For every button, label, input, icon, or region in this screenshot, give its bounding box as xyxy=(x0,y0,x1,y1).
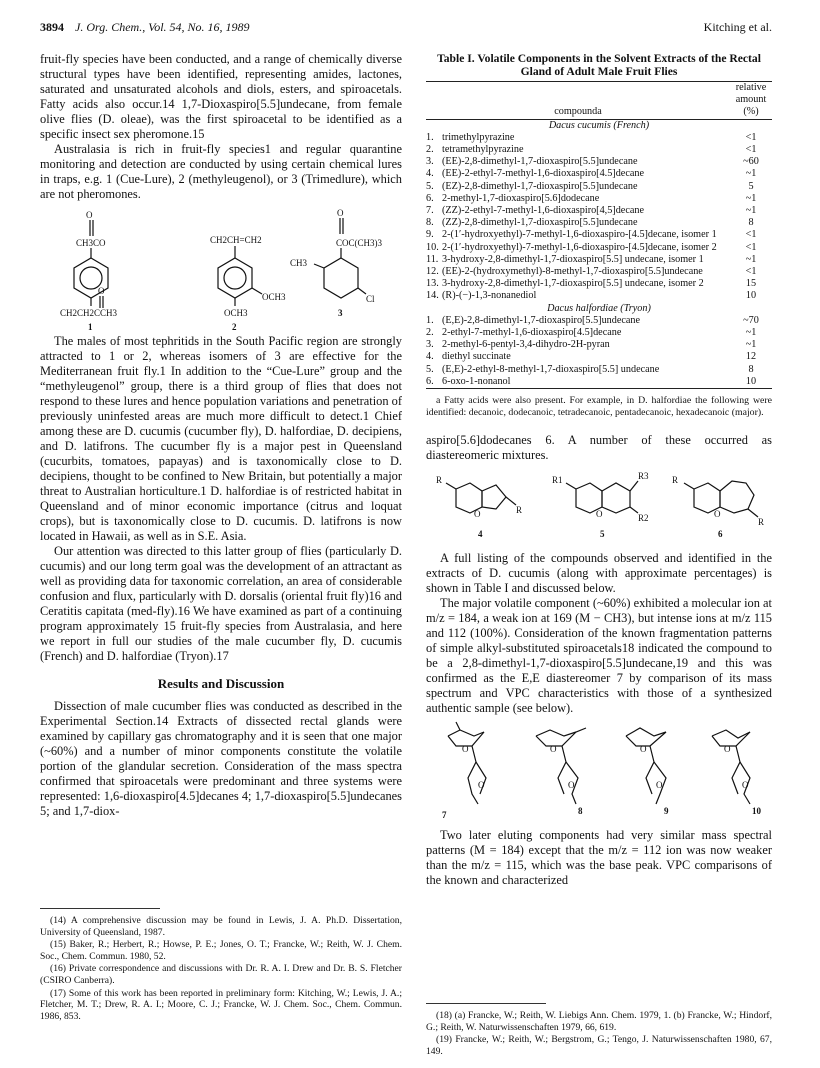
s3-cl-label: Cl xyxy=(366,294,375,304)
lure-structures xyxy=(40,208,402,332)
amount-cell: 8 xyxy=(748,217,754,229)
compound-cell xyxy=(426,181,730,193)
col-amount xyxy=(730,82,772,120)
compound-name: (EE)-2-(hydroxymethyl)-8-methyl-1,7-dioxaspiro[5.5]undecane xyxy=(442,266,703,278)
table-row xyxy=(426,351,772,363)
compound-name: 3-hydroxy-2,8-dimethyl-1,7-dioxaspiro[5.5] undecane, isomer 1 xyxy=(442,253,704,265)
compound-name: 2-(1′-hydroxyethyl)-7-methyl-1,6-dioxaspiro-[4.5]decane, isomer 2 xyxy=(442,241,717,253)
r3-label: R3 xyxy=(638,471,649,482)
amount-cell: ~70 xyxy=(743,314,759,326)
r1-label: R1 xyxy=(552,475,563,486)
compound-cell xyxy=(426,132,730,144)
amount-cell: ~60 xyxy=(743,156,759,168)
table-row xyxy=(426,144,772,156)
page-header xyxy=(40,20,772,36)
row-number: 1. xyxy=(426,314,434,326)
compound-cell xyxy=(426,156,730,168)
compound-cell xyxy=(426,242,730,254)
compound-name: 2-(1′-hydroxyethyl)-7-methyl-1,6-dioxaspiro-[4.5]decane, isomer 1 xyxy=(442,229,717,241)
row-number: 14. xyxy=(426,290,439,302)
footnote-rule xyxy=(426,1003,546,1004)
row-number: 4. xyxy=(426,168,434,180)
amount-cell: <1 xyxy=(745,131,757,143)
s6-number: 6 xyxy=(718,529,723,540)
left-footnotes xyxy=(40,908,402,1023)
compound-name: (EZ)-2,8-dimethyl-1,7-dioxaspiro[5.5]undecane xyxy=(442,180,638,192)
r-label: R xyxy=(758,517,765,528)
right-footnotes xyxy=(426,1003,772,1058)
compound-cell xyxy=(426,327,730,339)
row-number: 5. xyxy=(426,180,434,192)
footnote: (18) (a) Francke, W.; Reith, W. Liebigs Ann. Chem. 1979, 1. (b) Francke, W.; Hindorf, G.; Reith, W. Naturwissenschaften 1979, 66, 619. xyxy=(426,1010,772,1033)
paragraph: The major volatile component (~60%) exhibited a molecular ion at m/z = 184, a weak ion at 169 (M − CH3), but intense ions at m/z 115 and 112 (100%). Consideration of the known fragmentation patterns of simple alkyl-substituted spiroacetals18 indicated the compound to be a 2,8-dimethyl-1,7-dioxaspiro[5.5]undecane,19 and this was confirmed as the E,E diastereomer 7 by comparison of its mass spectrum and VPC characteristics with those of a synthesized authentic sample (see below). xyxy=(426,596,772,716)
s4-number: 4 xyxy=(478,529,483,540)
table-row xyxy=(426,205,772,217)
amount-cell: ~1 xyxy=(745,253,757,265)
o-label: O xyxy=(596,509,603,520)
s3-top-label: COC(CH3)3 xyxy=(336,238,383,248)
compound-name: 2-methyl-6-pentyl-3,4-dihydro-2H-pyran xyxy=(442,339,610,351)
table-row xyxy=(426,132,772,144)
footnote: (17) Some of this work has been reported in preliminary form: Kitching, W.; Lewis, J. A.; Fletcher, M. T.; Drew, R. A. I.; Moore, C. J.; Francke, W. J. Chem. Soc., Chem. Commun. 1986, 853. xyxy=(40,987,402,1022)
compound-cell xyxy=(426,144,730,156)
table-title: Table I. Volatile Components in the Solvent Extracts of the Rectal Gland of Adult Male Fruit Flies xyxy=(437,52,761,78)
table-row xyxy=(426,217,772,229)
table-row xyxy=(426,376,772,389)
compound-cell xyxy=(426,376,730,389)
r2-label: R2 xyxy=(638,513,649,524)
volatile-components-table xyxy=(426,81,772,389)
table-row xyxy=(426,242,772,254)
amount-cell: ~1 xyxy=(745,327,757,339)
row-number: 11. xyxy=(426,253,439,265)
paragraph: Australasia is rich in fruit-fly species1 and regular quarantine monitoring and detection are conducted by using certain chemical lures in traps, e.g. 1 (Cue-Lure), 2 (methyleugenol), or 3 (Trimedlure), which are not pheromones. xyxy=(40,142,402,201)
table-row xyxy=(426,339,772,351)
table-row xyxy=(426,229,772,241)
table-row xyxy=(426,315,772,327)
o-label: O xyxy=(656,780,663,791)
paragraph: aspiro[5.6]dodecanes 6. A number of these occurred as diastereomeric mixtures. xyxy=(426,433,772,463)
row-number: 2. xyxy=(426,144,434,156)
amount-cell: ~1 xyxy=(745,205,757,217)
o-label: O xyxy=(724,744,731,755)
amount-cell: 10 xyxy=(730,376,772,389)
amount-cell: <1 xyxy=(745,229,757,241)
compound-cell xyxy=(426,315,730,327)
s8-number: 8 xyxy=(578,806,583,817)
row-number: 4. xyxy=(426,351,434,363)
compound-name: 2-methyl-1,7-dioxaspiro[5.6]dodecane xyxy=(442,192,600,204)
page-number: 3894 xyxy=(40,20,64,34)
o-label: O xyxy=(568,780,575,791)
table-row xyxy=(426,266,772,278)
diastereomer-structures xyxy=(426,722,772,820)
row-number: 10. xyxy=(426,241,439,253)
s3-number: 3 xyxy=(338,308,343,318)
s10-number: 10 xyxy=(752,806,761,817)
compound-cell xyxy=(426,339,730,351)
o-label: O xyxy=(714,509,721,520)
compound-name: 2-ethyl-7-methyl-1,6-dioxaspiro[4.5]decane xyxy=(442,327,622,339)
s1-o2-label: O xyxy=(98,286,105,296)
amount-cell: ~1 xyxy=(745,192,757,204)
compound-cell xyxy=(426,290,730,302)
footnote: (15) Baker, R.; Herbert, R.; Howse, P. E.; Jones, O. T.; Francke, W.; Reith, W. J. Chem. Soc., Chem. Commun. 1980, 52. xyxy=(40,939,402,962)
o-label: O xyxy=(478,780,485,791)
s2-och3-b: OCH3 xyxy=(224,308,248,318)
paragraph: Two later eluting components had very similar mass spectral patterns (M = 184) except that the m/z = 112 ion was now weaker than the m/z = 115, which was the base peak. VPC comparisons of the known and characterized xyxy=(426,828,772,888)
row-number: 13. xyxy=(426,278,439,290)
s7-number: 7 xyxy=(442,810,447,821)
footnote-rule xyxy=(40,908,160,909)
compound-name: 6-oxo-1-nonanol xyxy=(442,375,511,387)
s1-top-label: CH3CO xyxy=(76,238,106,248)
table-header-row xyxy=(426,82,772,120)
table-row xyxy=(426,193,772,205)
amount-cell: 8 xyxy=(748,363,754,375)
o-label: O xyxy=(640,744,647,755)
table-row xyxy=(426,156,772,168)
col-amount-line: (%) xyxy=(743,106,759,118)
r-label: R xyxy=(436,475,443,486)
group-heading: Dacus cucumis (French) xyxy=(548,119,650,131)
footnote: (16) Private correspondence and discussions with Dr. R. A. I. Drew and Dr. B. S. Fletcher (CSIRO Canberra). xyxy=(40,963,402,986)
compound-name: diethyl succinate xyxy=(442,351,511,363)
row-number: 9. xyxy=(426,229,434,241)
compound-cell xyxy=(426,364,730,376)
paragraph: fruit-fly species have been conducted, and a range of chemically diverse structural types have been identified, representing amides, lactones, saturated and unsaturated alcohols and diols, esters, and spiroacetals. Fatty acids also occur.14 1,7-Dioxaspiro[5.5]undecane, from female olive flies (D. oleae), was the first spiroacetal to be identified as a specific insect sex pheromone.15 xyxy=(40,52,402,141)
paragraph: Dissection of male cucumber flies was conducted as described in the Experimental Section.14 Extracts of dissected rectal glands were examined by capillary gas chromatography and it is seen that one major (~60%) and a number of minor components constitute the volatile portion of the glandular secretion. Consideration of the mass spectra confirmed that spiroacetals were predominant and three systems were represented: 1,6-dioxaspiro[4.5]decanes 4; 1,7-dioxaspiro[5.5]undecanes 5; and 1,7-diox- xyxy=(40,699,402,818)
s5-number: 5 xyxy=(600,529,605,540)
s2-number: 2 xyxy=(232,322,237,332)
compound-name: 3-hydroxy-2,8-dimethyl-1,7-dioxaspiro[5.5] undecane, isomer 2 xyxy=(442,278,704,290)
s3-ch3-label: CH3 xyxy=(290,258,308,268)
s1-number: 1 xyxy=(88,322,93,332)
compound-name: (EE)-2,8-dimethyl-1,7-dioxaspiro[5.5]undecane xyxy=(442,156,638,168)
row-number: 1. xyxy=(426,131,434,143)
row-number: 3. xyxy=(426,339,434,351)
col-amount-line: amount xyxy=(735,94,767,106)
amount-cell: 10 xyxy=(745,290,757,302)
header-left xyxy=(40,20,250,35)
col-compound: compounda xyxy=(426,82,730,120)
footnote: (14) A comprehensive discussion may be found in Lewis, J. A. Ph.D. Dissertation, University of Queensland, 1987. xyxy=(40,915,402,938)
table-footnote: a Fatty acids were also present. For example, in D. halfordiae the following were identified: decanoic, dodecanoic, tetradecanoic, pentadecanoic, hexadecanoic (major). xyxy=(426,395,772,419)
row-number: 2. xyxy=(426,327,434,339)
header-authors: Kitching et al. xyxy=(703,20,772,34)
amount-cell: <1 xyxy=(745,266,757,278)
s9-number: 9 xyxy=(664,806,669,817)
amount-cell: <1 xyxy=(745,144,757,156)
row-number: 5. xyxy=(426,363,434,375)
row-number: 12. xyxy=(426,266,439,278)
row-number: 6. xyxy=(426,375,434,387)
table-row xyxy=(426,290,772,302)
row-number: 8. xyxy=(426,217,434,229)
compound-name: trimethylpyrazine xyxy=(442,131,515,143)
o-label: O xyxy=(742,780,749,791)
compound-name: tetramethylpyrazine xyxy=(442,144,524,156)
compound-name: (ZZ)-2,8-dimethyl-1,7-dioxaspiro[5.5]undecane xyxy=(442,217,638,229)
row-number: 6. xyxy=(426,192,434,204)
col-amount-line: relative xyxy=(735,82,767,93)
right-column xyxy=(426,52,772,888)
left-column xyxy=(40,52,402,819)
compound-cell xyxy=(426,205,730,217)
table-row xyxy=(426,278,772,290)
compound-name: (E,E)-2,8-dimethyl-1,7-dioxaspiro[5.5]undecane xyxy=(442,314,641,326)
o-label: O xyxy=(462,744,469,755)
paragraph: A full listing of the compounds observed and identified in the extracts of D. cucumis (along with approximate percentages) is shown in Table I and discussed below. xyxy=(426,551,772,596)
compound-cell xyxy=(426,266,730,278)
s2-top-label: CH2CH=CH2 xyxy=(210,235,262,245)
section-title: Results and Discussion xyxy=(157,676,285,691)
compound-cell xyxy=(426,278,730,290)
compound-name: (E,E)-2-ethyl-8-methyl-1,7-dioxaspiro[5.5] undecane xyxy=(442,363,660,375)
amount-cell: 5 xyxy=(748,180,754,192)
compound-cell xyxy=(426,217,730,229)
spiroacetal-structures xyxy=(426,469,772,545)
paragraph: Our attention was directed to this latter group of flies (particularly D. cucumis) and our long term goal was the development of an attractant as well as providing data for taxonomic correlation, an area of considerable confusion and flux, particularly with D. dorsalis (oriental fruit fly)16 and Ceratitis capitata (med-fly).16 We have examined as part of a continuing program approximately 15 fruit-fly species from Australasia, and here we report in full our studies of the male cucumber fly, D. cucumis (French) and D. halfordiae (Tryon).17 xyxy=(40,544,402,663)
r-label: R xyxy=(516,505,523,516)
table-row xyxy=(426,327,772,339)
footnote: (19) Francke, W.; Reith, W.; Bergstrom, G.; Tengo, J. Naturwissenschaften 1980, 67, 149. xyxy=(426,1034,772,1057)
structures-4-5-6 xyxy=(426,469,772,545)
compound-cell xyxy=(426,193,730,205)
journal-citation: J. Org. Chem., Vol. 54, No. 16, 1989 xyxy=(75,20,250,34)
o-label: O xyxy=(550,744,557,755)
group-heading: Dacus halfordiae (Tryon) xyxy=(547,302,651,314)
compound-name: (R)-(−)-1,3-nonanediol xyxy=(442,290,537,302)
row-number: 7. xyxy=(426,205,434,217)
amount-cell: 12 xyxy=(745,351,757,363)
compound-cell xyxy=(426,351,730,363)
o-label: O xyxy=(474,509,481,520)
structures-7-8-9-10 xyxy=(426,722,772,820)
table-row xyxy=(426,254,772,266)
compound-name: (ZZ)-2-ethyl-7-methyl-1,6-dioxaspiro[4,5]decane xyxy=(442,205,644,217)
table-row xyxy=(426,168,772,180)
r-label: R xyxy=(672,475,679,486)
amount-cell: 15 xyxy=(745,278,757,290)
amount-cell: <1 xyxy=(745,241,757,253)
table-row xyxy=(426,181,772,193)
compound-cell xyxy=(426,229,730,241)
compound-cell xyxy=(426,168,730,180)
amount-cell: ~1 xyxy=(745,168,757,180)
compound-cell xyxy=(426,254,730,266)
s1-bottom-label: CH2CH2CCH3 xyxy=(60,308,118,318)
s1-o-label: O xyxy=(86,210,93,220)
compound-name: (EE)-2-ethyl-7-methyl-1,6-dioxaspiro[4.5]decane xyxy=(442,168,644,180)
structures-1-2-3 xyxy=(40,208,402,332)
s2-och3-a: OCH3 xyxy=(262,292,286,302)
row-number: 3. xyxy=(426,156,434,168)
amount-cell: ~1 xyxy=(745,339,757,351)
s3-o-label: O xyxy=(337,208,344,218)
paragraph: The males of most tephritids in the South Pacific region are strongly attracted to 1 or 2, whereas isomers of 3 are effective for the Mediterranean fruit fly.1 In addition to the “Cue-Lure” group and the “methyleugenol” group, there is a third group of flies that does not respond to these lures and hence population variations and penetration of previously uninfested areas are much more difficult to detect.1 Chief among these are D. cucumis (cucumber fly), D. halfordiae, D. decipiens, and D. latifrons. The cucumber fly is a major pest in Queensland (cucurbits, tomatoes, papayas) and is taxonomically close to D. decipiens, thought to be confined to New Britain, but potentially a major threat to Australian horticulture.1 D. halfordiae is of restricted habitat in Queensland and of minor economic importance (citrus and loquat crops), but is taxonomically close to D. cucumis. D. latifrons is now located in Hawaii, as well as in S.E. Asia. xyxy=(40,334,402,543)
table-row xyxy=(426,364,772,376)
